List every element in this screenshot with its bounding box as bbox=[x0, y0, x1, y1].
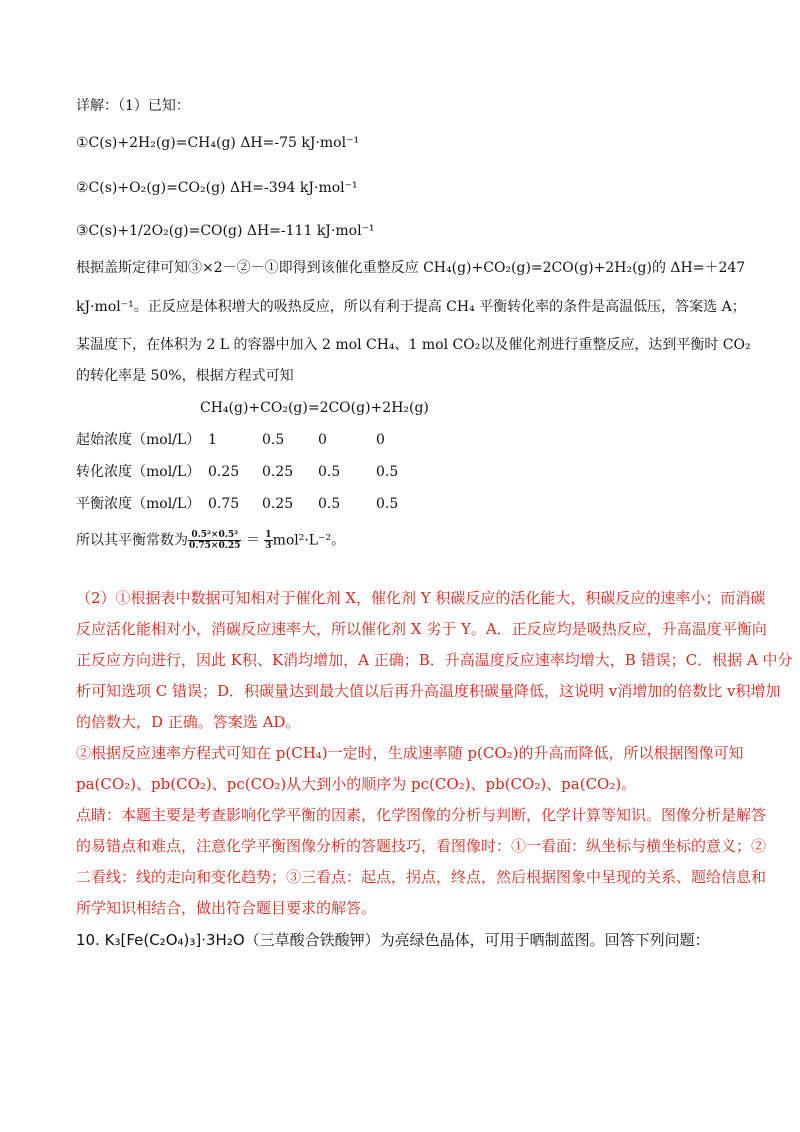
cell: 0.25 bbox=[208, 464, 240, 480]
conversion-line: 的转化率是 50%，根据方程式可知 bbox=[76, 368, 294, 384]
cell: 0.75 bbox=[208, 496, 240, 512]
equation-1: ①C(s)+2H₂(g)=CH₄(g) ΔH=-75 kJ·mol⁻¹ bbox=[76, 135, 360, 151]
row-label: 起始浓度（mol/L） bbox=[76, 432, 201, 448]
part2-line: 正反应方向进行，因此 K积、K消均增加，A 正确；B．升高温度反应速率均增大，B 错误；C．根据 A 中分 bbox=[76, 651, 793, 669]
tip-line: 二看线：线的走向和变化趋势；③三看点：起点，拐点，终点，然后根据图象中呈现的关系、题给信息和 bbox=[76, 868, 767, 886]
cell: 0.25 bbox=[262, 464, 294, 480]
k-numerator: 0.5²×0.5² bbox=[188, 530, 241, 541]
cell: 0.5 bbox=[262, 432, 285, 448]
part2-line: pa(CO₂)、pb(CO₂)、pc(CO₂)从大到小的顺序为 pc(CO₂)、pb(CO₂)、pa(CO₂)。 bbox=[76, 775, 637, 793]
conclusion-line: kJ·mol⁻¹。正反应是体积增大的吸热反应，所以有利于提高 CH₄ 平衡转化率的条件是高温低压，答案选 A； bbox=[76, 299, 746, 315]
reaction-equation: CH₄(g)+CO₂(g)=2CO(g)+2H₂(g) bbox=[200, 400, 429, 416]
cell: 0.5 bbox=[376, 464, 399, 480]
tip-line: 所学知识相结合，做出符合题目要求的解答。 bbox=[76, 899, 377, 917]
part2-line: ②根据反应速率方程式可知在 p(CH₄)一定时，生成速率随 p(CO₂)的升高而降低，所以根据图像可知 bbox=[76, 744, 744, 762]
table-row bbox=[76, 494, 416, 514]
equation-3: ③C(s)+1/2O₂(g)=CO(g) ΔH=-111 kJ·mol⁻¹ bbox=[76, 223, 375, 239]
k-value-fraction bbox=[264, 530, 272, 551]
hess-law-line: 根据盖斯定律可知③×2－②－①即得到该催化重整反应 CH₄(g)+CO₂(g)=2CO(g)+2H₂(g)的 ΔH=＋247 bbox=[76, 260, 746, 276]
cell: 0 bbox=[318, 432, 327, 448]
k-value-numerator: 1 bbox=[265, 530, 272, 540]
cell: 0 bbox=[376, 432, 385, 448]
equilibrium-constant-line bbox=[76, 530, 345, 551]
k-value-denominator: 3 bbox=[265, 541, 272, 551]
cell: 0.5 bbox=[318, 496, 341, 512]
cell: 0.5 bbox=[318, 464, 341, 480]
cell: 1 bbox=[208, 432, 217, 448]
k-equals: ＝ bbox=[245, 532, 260, 549]
question-10: 10. K₃[Fe(C₂O₄)₃]·3H₂O（三草酸合铁酸钾）为亮绿色晶体，可用于晒制蓝图。回答下列问题： bbox=[76, 931, 710, 949]
cell: 0.5 bbox=[376, 496, 399, 512]
tip-line: 点睛：本题主要是考查影响化学平衡的因素，化学图像的分析与判断，化学计算等知识。图像分析是解答 bbox=[76, 806, 767, 824]
k-denominator: 0.75×0.25 bbox=[189, 541, 241, 551]
k-unit: mol²·L⁻²。 bbox=[272, 532, 346, 549]
row-label: 转化浓度（mol/L） bbox=[76, 464, 201, 480]
row-label: 平衡浓度（mol/L） bbox=[76, 496, 201, 512]
solution-heading: 详解：（1）已知： bbox=[76, 98, 190, 114]
part2-line: （2）①根据表中数据可知相对于催化剂 X，催化剂 Y 积碳反应的活化能大，积碳反应的速率小；而消碳 bbox=[76, 589, 766, 607]
part2-line: 析可知选项 C 错误；D．积碳量达到最大值以后再升高温度积碳量降低，这说明 v消增加的倍数比 v积增加 bbox=[76, 682, 781, 700]
part2-line: 的倍数大，D 正确。答案选 AD。 bbox=[76, 713, 301, 731]
tip-line: 的易错点和难点，注意化学平衡图像分析的答题技巧，看图像时：①一看面：纵坐标与横坐标的意义；② bbox=[76, 837, 767, 855]
k-prefix: 所以其平衡常数为 bbox=[76, 532, 188, 549]
table-row bbox=[76, 462, 416, 482]
part2-line: 反应活化能相对小，消碳反应速率大，所以催化剂 X 劣于 Y。A．正反应均是吸热反应，升高温度平衡向 bbox=[76, 620, 767, 638]
equation-2: ②C(s)+O₂(g)=CO₂(g) ΔH=-394 kJ·mol⁻¹ bbox=[76, 180, 358, 196]
table-row bbox=[76, 430, 416, 450]
k-fraction bbox=[188, 530, 241, 551]
condition-line: 某温度下，在体积为 2 L 的容器中加入 2 mol CH₄、1 mol CO₂以及催化剂进行重整反应，达到平衡时 CO₂ bbox=[76, 337, 751, 353]
cell: 0.25 bbox=[262, 496, 294, 512]
